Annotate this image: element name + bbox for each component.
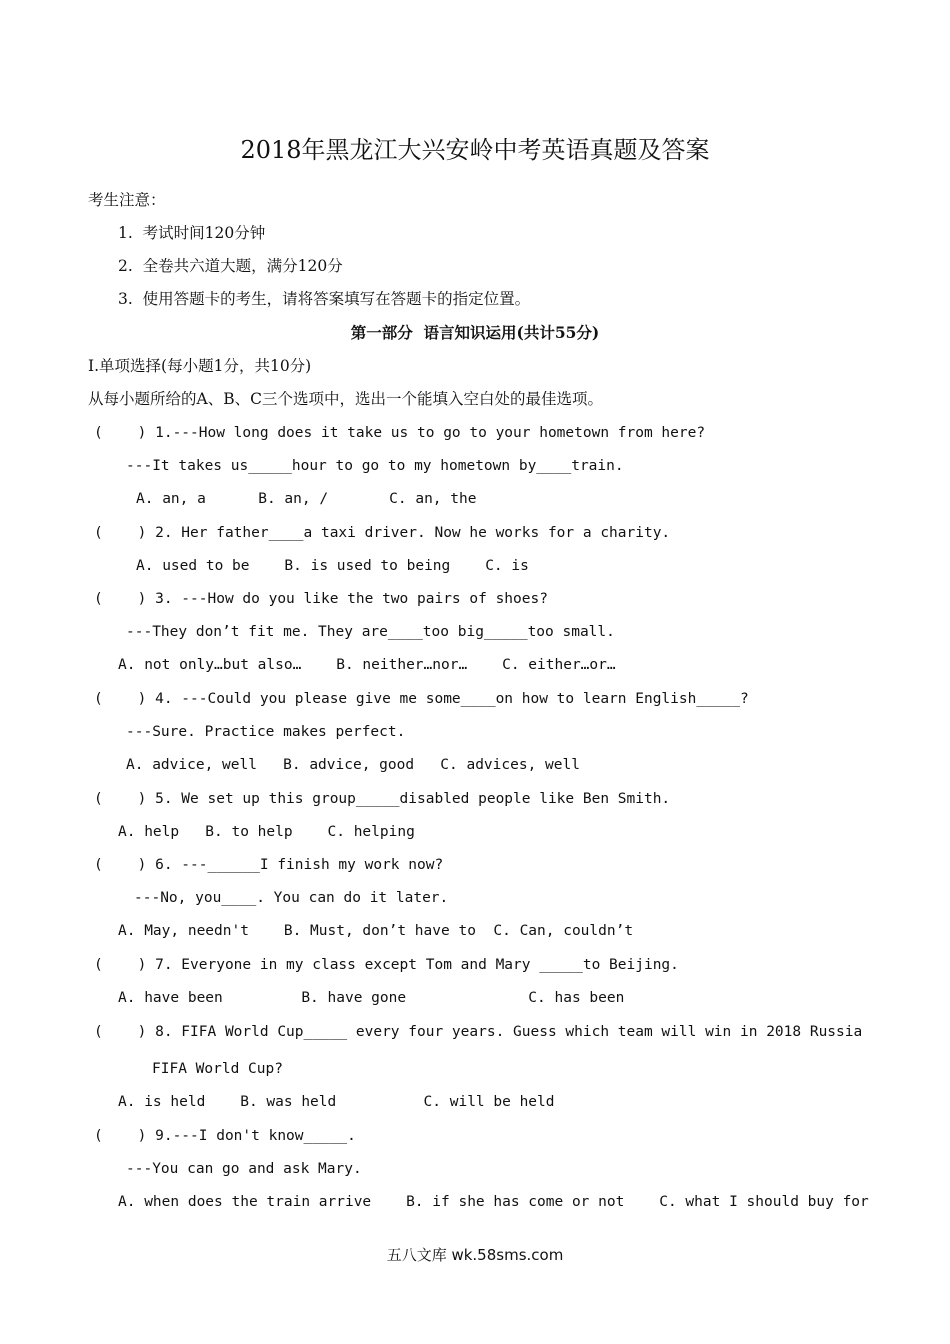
section-instruction: 从每小题所给的A、B、C三个选项中，选出一个能填入空白处的最佳选项。 <box>88 390 603 408</box>
question-line: ---No, you____. You can do it later. <box>134 890 449 906</box>
question-options: A. an, a B. an, / C. an, the <box>136 491 477 507</box>
question-line: FIFA World Cup? <box>152 1061 283 1077</box>
question-stem: ( ) 3. ---How do you like the two pairs of shoes? <box>94 591 548 607</box>
notice-item: 2. 全卷共六道大题，满分120分 <box>118 257 343 275</box>
question-line: ---You can go and ask Mary. <box>126 1161 362 1177</box>
question-line: ---They don’t fit me. They are____too big_____too small. <box>126 624 615 640</box>
question-options: A. used to be B. is used to being C. is <box>136 558 529 574</box>
question-options: A. is held B. was held C. will be held <box>118 1094 555 1110</box>
question-options: A. when does the train arrive B. if she has come or not C. what I should buy for <box>118 1194 869 1210</box>
part-heading: 第一部分 语言知识运用(共计55分) <box>350 323 600 342</box>
question-line: ---It takes us_____hour to go to my hometown by____train. <box>126 458 624 474</box>
question-stem: ( ) 5. We set up this group_____disabled people like Ben Smith. <box>94 791 671 807</box>
question-options: A. help B. to help C. helping <box>118 824 415 840</box>
document-title: 2018年黑龙江大兴安岭中考英语真题及答案 <box>240 136 710 164</box>
question-stem: ( ) 9.---I don't know_____. <box>94 1128 356 1144</box>
question-stem: ( ) 6. ---______I finish my work now? <box>94 857 444 873</box>
notice-item: 3. 使用答题卡的考生，请将答案填写在答题卡的指定位置。 <box>118 290 531 308</box>
question-options: A. not only…but also… B. neither…nor… C. either…or… <box>118 657 616 673</box>
question-line: ---Sure. Practice makes perfect. <box>126 724 406 740</box>
question-stem: ( ) 1.---How long does it take us to go to your hometown from here? <box>94 425 706 441</box>
question-stem: ( ) 4. ---Could you please give me some____on how to learn English_____? <box>94 691 749 707</box>
question-stem: ( ) 2. Her father____a taxi driver. Now he works for a charity. <box>94 525 671 541</box>
page-footer: 五八文库 wk.58sms.com <box>386 1246 564 1264</box>
question-stem: ( ) 7. Everyone in my class except Tom and Mary _____to Beijing. <box>94 957 679 973</box>
section-heading: Ⅰ.单项选择(每小题1分，共10分) <box>88 357 312 375</box>
question-options: A. May, needn't B. Must, don’t have to C. Can, couldn’t <box>118 923 634 939</box>
question-options: A. have been B. have gone C. has been <box>118 990 625 1006</box>
question-options: A. advice, well B. advice, good C. advices, well <box>126 757 580 773</box>
question-stem: ( ) 8. FIFA World Cup_____ every four years. Guess which team will win in 2018 Russia <box>94 1024 863 1040</box>
notice-item: 1. 考试时间120分钟 <box>118 224 266 242</box>
notice-heading: 考生注意： <box>88 191 166 209</box>
